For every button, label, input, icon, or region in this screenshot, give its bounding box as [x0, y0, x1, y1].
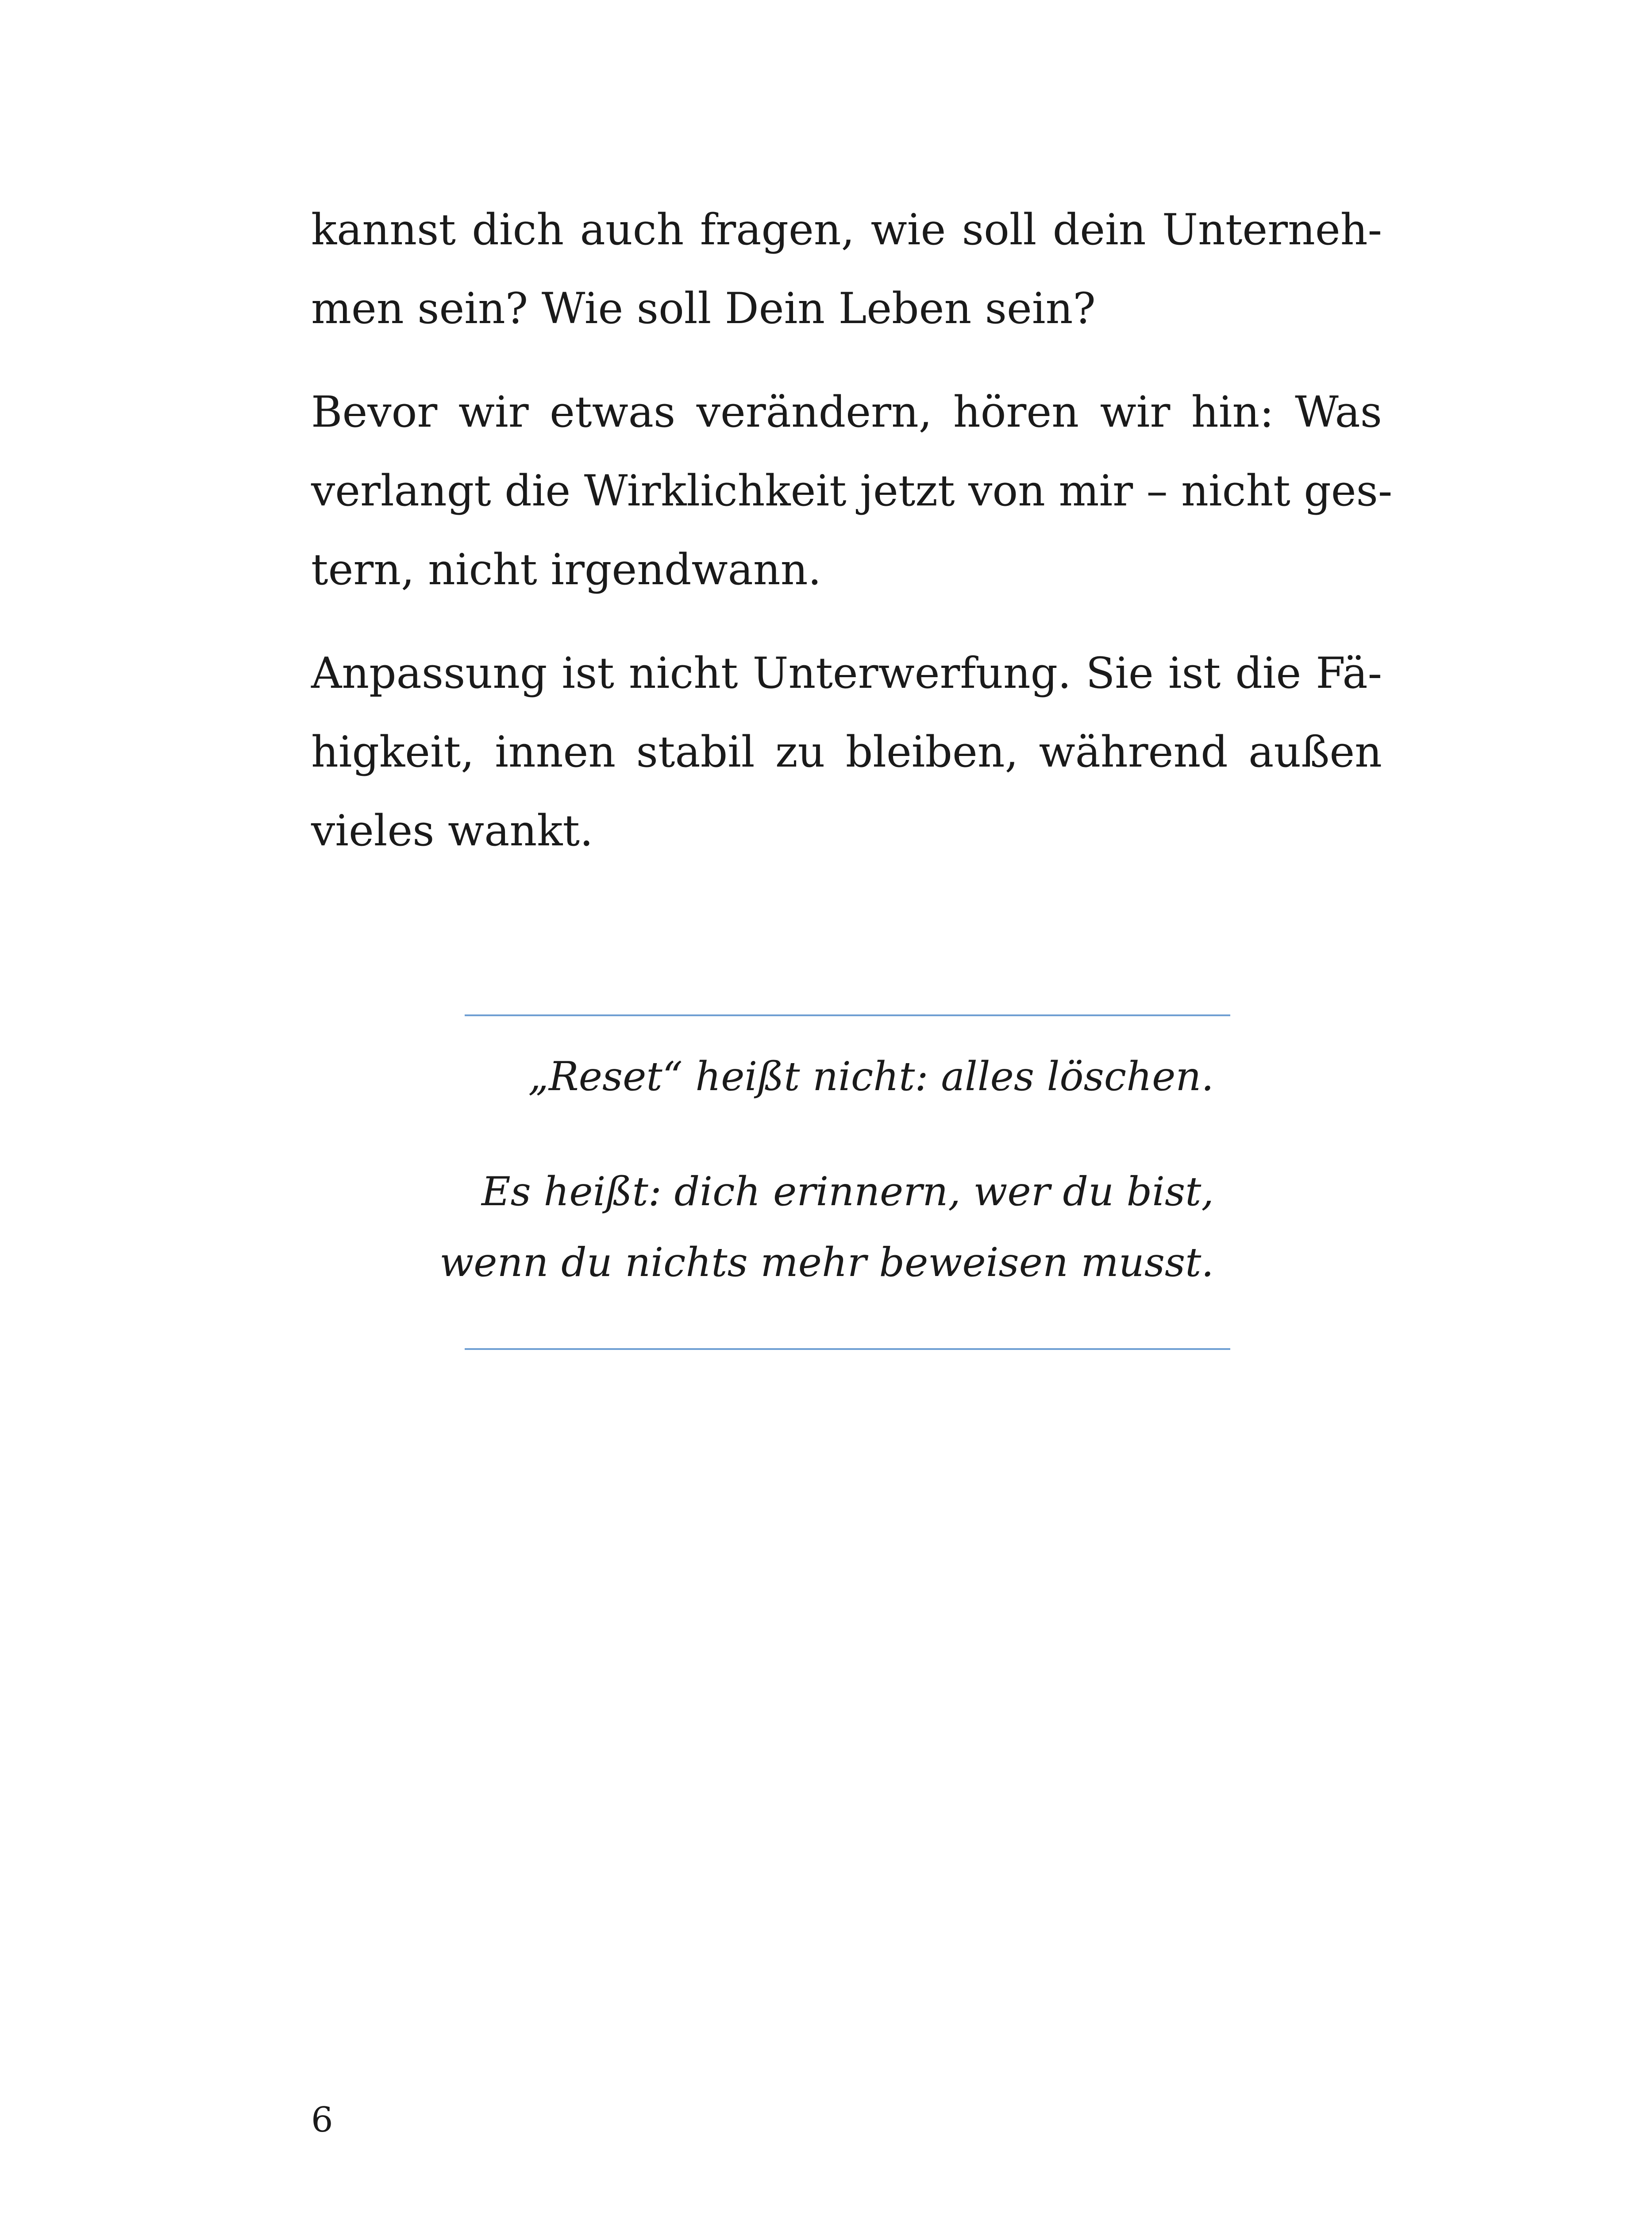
body-line: verlangt die Wirklichkeit jetzt von mir – nicht ges-: [311, 466, 1393, 516]
quote-line-2: Es heißt: dich erinnern, wer du bist,: [481, 1168, 1214, 1215]
body-line: kannst dich auch fragen, wie soll dein Unterneh-: [311, 205, 1382, 254]
quote-top-rule: [465, 1014, 1230, 1016]
paragraph-gap: [311, 609, 1382, 634]
body-line: men sein? Wie soll Dein Leben sein?: [311, 284, 1096, 333]
page-number: 6: [311, 2100, 333, 2140]
body-line: Anpassung ist nicht Unterwerfung. Sie ist die Fä-: [311, 648, 1382, 698]
body-text: [311, 190, 1393, 870]
quote-bottom-rule: [465, 1348, 1230, 1350]
quote-line-1: „Reset“ heißt nicht: alles löschen.: [528, 1053, 1214, 1100]
body-line: vieles wankt.: [311, 806, 593, 856]
quote-line-3: wenn du nichts mehr beweisen musst.: [439, 1239, 1214, 1286]
body-line: tern, nicht irgendwann.: [311, 545, 822, 594]
paragraph-gap: [311, 348, 1382, 373]
body-line: higkeit, innen stabil zu bleiben, während außen: [311, 727, 1382, 777]
body-line: Bevor wir etwas verändern, hören wir hin: Was: [311, 387, 1382, 437]
